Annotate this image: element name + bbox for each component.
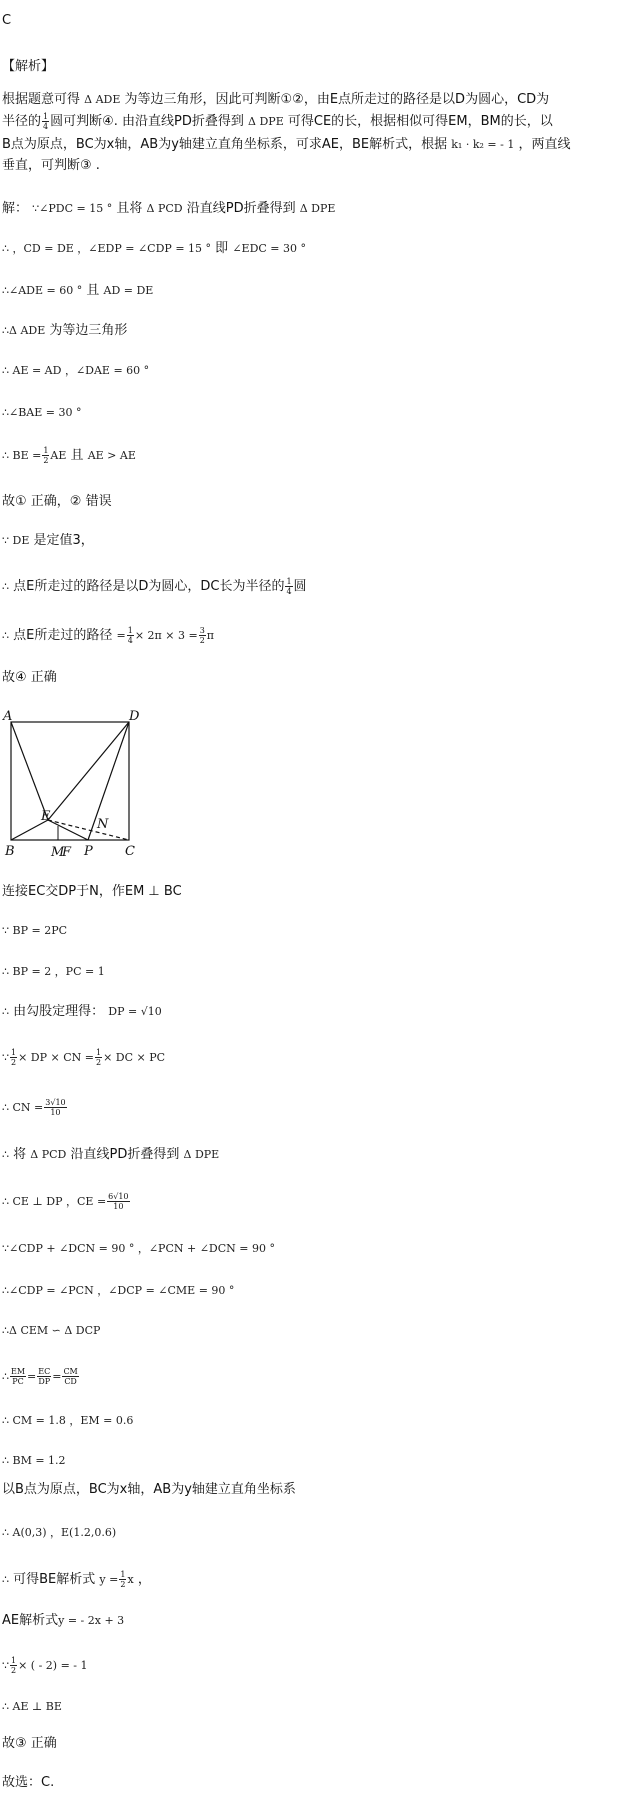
math: ∴ BE = <box>2 449 42 462</box>
numerator: 1 <box>120 1570 126 1579</box>
fraction <box>62 1367 78 1386</box>
fraction <box>37 1367 51 1386</box>
step-line <box>2 1735 57 1753</box>
fraction <box>42 446 49 465</box>
math: × DC × PC <box>103 1051 166 1064</box>
step-line <box>2 1098 68 1117</box>
math: ∴ A(0,3) ，E(1.2,0.6) <box>2 1526 117 1539</box>
denominator: CD <box>64 1377 77 1386</box>
math: ∴∠BAE = 30 ° <box>2 406 82 419</box>
text: 是定值3， <box>33 533 94 548</box>
step-line <box>2 1240 275 1258</box>
math: × DP × CN = <box>18 1051 94 1064</box>
text: 为等边三角形 <box>49 323 128 338</box>
text: 半径的 <box>2 114 42 129</box>
math: = <box>52 1370 62 1383</box>
numerator: 1 <box>43 446 49 455</box>
math: ∴ CE ⊥ DP ，CE = <box>2 1195 107 1208</box>
denominator: 4 <box>286 587 292 596</box>
math: ∴ <box>2 1573 9 1586</box>
math: ∴ BM = 1.2 <box>2 1454 66 1467</box>
answer-letter: C <box>2 13 12 28</box>
label-c: C <box>125 844 135 859</box>
text: 以B点为原点，BC为x轴，AB为y轴建立直角坐标系 <box>2 1482 296 1497</box>
step-line <box>2 1282 234 1300</box>
fraction <box>10 1367 26 1386</box>
denominator: 10 <box>50 1108 61 1117</box>
step-line <box>2 200 335 218</box>
math: ∴Δ CEM ∽ Δ DCP <box>2 1324 101 1337</box>
denominator: 2 <box>120 1580 126 1589</box>
analysis-line-4 <box>2 157 100 175</box>
analysis-line-1 <box>2 91 549 109</box>
math: Δ PCD <box>30 1148 67 1161</box>
numerator: 6√10 <box>108 1192 129 1201</box>
denominator: 10 <box>113 1202 124 1211</box>
label-e: E <box>41 809 51 824</box>
step-line <box>2 669 57 687</box>
step-line <box>2 1048 165 1067</box>
math: ∴ CN = <box>2 1101 44 1114</box>
math: ∴ <box>2 1148 9 1161</box>
text: 连接EC交DP于N，作EM ⊥ BC <box>2 884 182 899</box>
math: ∴ <box>2 580 9 593</box>
step-line <box>2 282 153 300</box>
step-line <box>2 1322 100 1340</box>
step-line <box>2 1452 66 1470</box>
segment-de <box>48 722 129 820</box>
text: 即 <box>215 241 229 256</box>
geometry-figure <box>0 706 150 868</box>
step-line <box>2 626 214 645</box>
math: ∴ BP = 2 ，PC = 1 <box>2 965 105 978</box>
text: ，两直线 <box>518 137 571 152</box>
denominator: 2 <box>199 636 205 645</box>
numerator: 1 <box>11 1048 17 1057</box>
numerator: 1 <box>11 1656 17 1665</box>
text: 故③ 正确 <box>2 1736 57 1751</box>
numerator: CM <box>63 1367 78 1376</box>
segment-ae <box>11 722 48 820</box>
text: 将 <box>13 1147 27 1162</box>
fraction <box>10 1048 17 1067</box>
label-b: B <box>5 844 15 859</box>
step-line <box>2 1146 219 1164</box>
numerator: 1 <box>127 626 133 635</box>
math: = <box>27 1370 37 1383</box>
step-line <box>2 493 112 511</box>
math: ∴∠CDP = ∠PCN ，∠DCP = ∠CME = 90 ° <box>2 1284 235 1297</box>
math: × 2π × 3 = <box>134 629 198 642</box>
numerator: 3√10 <box>45 1098 66 1107</box>
step-line <box>2 1612 124 1630</box>
denominator: PC <box>12 1377 24 1386</box>
fraction <box>10 1656 17 1675</box>
label-p: P <box>84 844 93 859</box>
math: Δ ADE <box>84 93 121 106</box>
math: ∴ <box>2 629 9 642</box>
step-line <box>2 1367 80 1386</box>
math: ∵ <box>2 1051 9 1064</box>
text: 圆可判断④. 由沿直线PD折叠得到 <box>50 114 244 129</box>
math: ∴ CM = 1.8 ，EM = 0.6 <box>2 1414 134 1427</box>
math: k₁ · k₂ = - 1 <box>451 138 515 151</box>
fraction <box>107 1192 129 1211</box>
text: 沿直线PD折叠得到 <box>186 201 296 216</box>
numerator: 1 <box>96 1048 102 1057</box>
math: × ( - 2) = - 1 <box>18 1659 88 1672</box>
step-line <box>2 963 105 981</box>
math: AE <box>50 449 67 462</box>
step-line <box>2 883 182 901</box>
step-line <box>2 922 67 940</box>
math: ∴∠ADE = 60 ° <box>2 284 83 297</box>
segment-dp <box>88 722 129 840</box>
step-line <box>2 362 149 380</box>
text: 且将 <box>116 201 143 216</box>
text: 由勾股定理得： <box>13 1004 105 1019</box>
math: π <box>206 629 215 642</box>
math: ∴Δ ADE <box>2 324 46 337</box>
numerator: EM <box>11 1367 26 1376</box>
step-line <box>2 322 127 340</box>
math: DP = √10 <box>108 1005 162 1018</box>
math: x <box>127 1573 134 1586</box>
math: ∴ AE = AD ，∠DAE = 60 ° <box>2 364 150 377</box>
step-line <box>2 1192 131 1211</box>
math: ∴ <box>2 1005 9 1018</box>
step-line <box>2 1481 296 1499</box>
math: ∠EDC = 30 ° <box>232 242 307 255</box>
denominator: DP <box>38 1377 51 1386</box>
text: 为等边三角形，因此可判断①②，由E点所走过的路径是以D为圆心，CD为 <box>124 92 550 107</box>
math: ∴ <box>2 1370 9 1383</box>
denominator: 4 <box>43 122 49 131</box>
numerator: EC <box>38 1367 51 1376</box>
text: ， <box>137 1572 151 1587</box>
text: 垂直，可判断③ . <box>2 158 100 173</box>
math: = <box>116 629 126 642</box>
label-n: N <box>97 817 109 832</box>
segment-ep <box>48 820 88 840</box>
analysis-heading: 【解析】 <box>2 59 55 74</box>
text: 沿直线PD折叠得到 <box>70 1147 180 1162</box>
label-a: A <box>3 709 13 724</box>
step-line <box>2 577 307 596</box>
label-d: D <box>129 709 140 724</box>
step-line <box>2 404 81 422</box>
math: AD = DE <box>103 284 154 297</box>
math: ∴ AE ⊥ BE <box>2 1700 62 1713</box>
fraction <box>95 1048 102 1067</box>
fraction <box>199 626 206 645</box>
denominator: 2 <box>11 1666 17 1675</box>
fraction <box>285 577 292 596</box>
math: ∵ DE <box>2 534 30 547</box>
label-m: M <box>51 845 65 860</box>
text: 故④ 正确 <box>2 670 57 685</box>
text: 可得BE解析式 <box>13 1572 96 1587</box>
math: ∴ ，CD = DE ，∠EDP = ∠CDP = 15 ° <box>2 242 212 255</box>
label-f: F <box>62 845 72 860</box>
fraction <box>119 1570 126 1589</box>
analysis-line-2 <box>2 112 553 131</box>
denominator: 2 <box>43 456 49 465</box>
denominator: 2 <box>96 1058 102 1067</box>
denominator: 4 <box>127 636 133 645</box>
math: Δ DPE <box>183 1148 220 1161</box>
text: 解： <box>2 201 29 216</box>
math: AE > AE <box>87 449 136 462</box>
step-line <box>2 446 136 465</box>
text: 点E所走过的路径 <box>13 628 113 643</box>
step-line <box>2 1570 151 1589</box>
text: 故① 正确，② 错误 <box>2 494 112 509</box>
step-line <box>2 1698 62 1716</box>
math: Δ DPE <box>248 115 284 128</box>
text: 根据题意可得 <box>2 92 81 107</box>
step-line <box>2 532 94 550</box>
step-line <box>2 1412 133 1430</box>
step-line <box>2 1524 116 1542</box>
step-line <box>2 1656 88 1675</box>
fraction <box>44 1098 66 1117</box>
math: ∵ <box>2 1659 9 1672</box>
math: ∵∠PDC = 15 ° <box>32 202 113 215</box>
math: y = <box>99 1573 119 1586</box>
text: 圆 <box>293 579 307 594</box>
numerator: 1 <box>286 577 292 586</box>
math: ∵∠CDP + ∠DCN = 90 ° ，∠PCN + ∠DCN = 90 ° <box>2 1242 275 1255</box>
denominator: 2 <box>11 1058 17 1067</box>
text: 且 <box>86 283 100 298</box>
numerator: 3 <box>199 626 205 635</box>
text: AE解析式 <box>2 1613 59 1628</box>
analysis-line-3 <box>2 136 570 154</box>
math: Δ PCD <box>146 202 183 215</box>
text: 故选：C. <box>2 1775 55 1790</box>
fraction <box>127 626 134 645</box>
math: y = - 2x + 3 <box>58 1614 125 1627</box>
step-line <box>2 1003 162 1021</box>
step-line <box>2 1774 54 1792</box>
text: 且 <box>70 448 84 463</box>
text: B点为原点，BC为x轴，AB为y轴建立直角坐标系，可求AE，BE解析式，根据 <box>2 137 448 152</box>
text: 点E所走过的路径是以D为圆心，DC长为半径的 <box>13 579 285 594</box>
math: Δ DPE <box>299 202 336 215</box>
fraction <box>42 112 49 131</box>
step-line <box>2 240 306 258</box>
text: 可得CE的长，根据相似可得EM，BM的长，以 <box>287 114 553 129</box>
numerator: 1 <box>43 112 49 121</box>
square-abcd <box>11 722 129 840</box>
math: ∵ BP = 2PC <box>2 924 68 937</box>
